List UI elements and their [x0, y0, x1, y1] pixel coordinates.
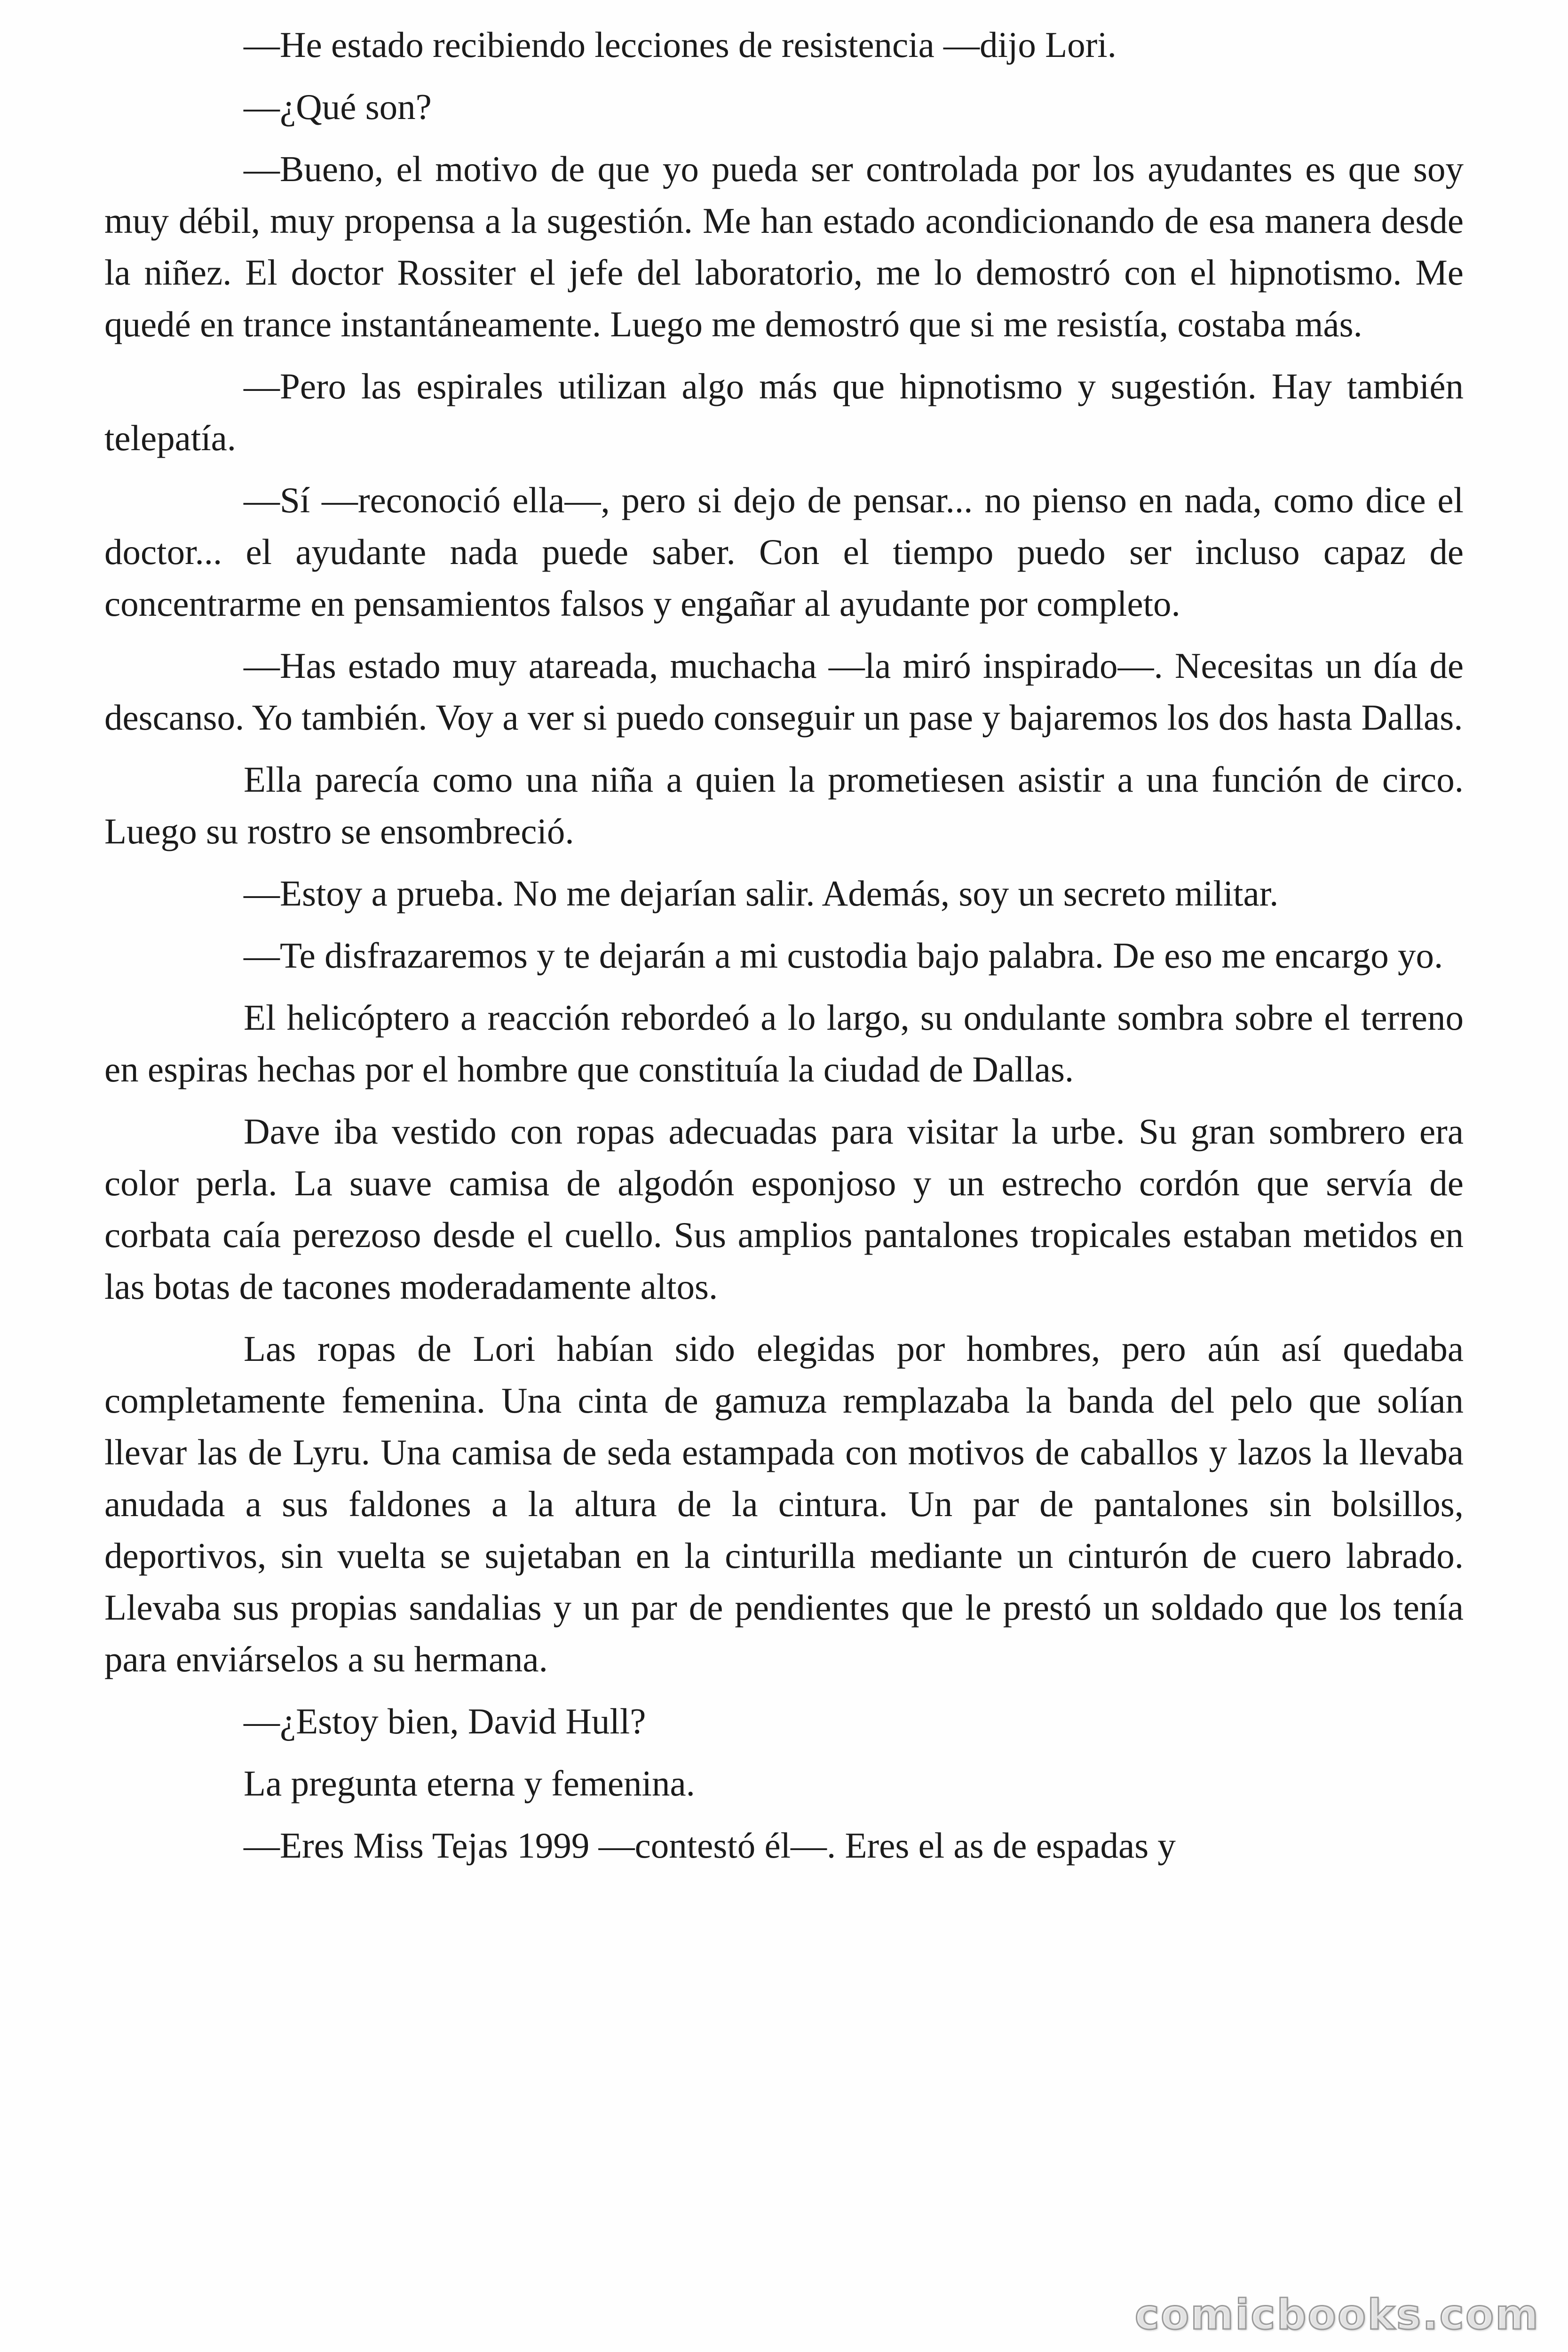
paragraph-3: —Bueno, el motivo de que yo pueda ser controlada por los ayudantes es que soy muy débil, muy propensa a la sugestión. Me han estado acondicionando de esa manera desde la niñez. El doctor Rossiter el jefe del laboratorio, me lo demostró con el hipnotismo. Me quedé en trance instantáneamente. Luego me demostró que si me resistía, costaba más. — [104, 149, 1464, 344]
paragraph-8: —Estoy a prueba. No me dejarían salir. Además, soy un secreto militar. — [244, 873, 1279, 914]
paragraph-7: Ella parecía como una niña a quien la prometiesen asistir a una función de circo. Luego su rostro se ensombreció. — [104, 759, 1464, 851]
paragraph-12: Las ropas de Lori habían sido elegidas por hombres, pero aún así quedaba completamente femenina. Una cinta de gamuza remplazaba la banda del pelo que solían llevar las de Lyru. Una camisa de seda estampada con motivos de caballos y lazos la llevaba anudada a sus faldones a la altura de la cintura. Un par de pantalones sin bolsillos, deportivos, sin vuelta se sujetaban en la cinturilla mediante un cinturón de cuero labrado. Llevaba sus propias sandalias y un par de pendientes que le prestó un soldado que los tenía para enviárselos a su hermana. — [104, 1328, 1464, 1679]
paragraph-4: —Pero las espirales utilizan algo más que hipnotismo y sugestión. Hay también telepatía. — [104, 366, 1464, 458]
paragraph-2: —¿Qué son? — [244, 87, 432, 127]
paragraph-5: —Sí —reconoció ella—, pero si dejo de pensar... no pienso en nada, como dice el doctor... el ayudante nada puede saber. Con el tiempo puedo ser incluso capaz de concentrarme en pensamientos falsos y engañar al ayudante por completo. — [104, 480, 1464, 624]
paragraph-1: —He estado recibiendo lecciones de resistencia —dijo Lori. — [244, 24, 1117, 65]
paragraph-14: La pregunta eterna y femenina. — [244, 1763, 695, 1804]
paragraph-11: Dave iba vestido con ropas adecuadas para visitar la urbe. Su gran sombrero era color perla. La suave camisa de algodón esponjoso y un estrecho cordón que servía de corbata caía perezoso desde el cuello. Sus amplios pantalones tropicales estaban metidos en las botas de tacones moderadamente altos. — [104, 1111, 1464, 1307]
paragraph-10: El helicóptero a reacción rebordeó a lo largo, su ondulante sombra sobre el terreno en espiras hechas por el hombre que constituía la ciudad de Dallas. — [104, 997, 1464, 1089]
paragraph-9: —Te disfrazaremos y te dejarán a mi custodia bajo palabra. De eso me encargo yo. — [244, 935, 1443, 976]
page-body-text — [104, 19, 1464, 1871]
paragraph-6: —Has estado muy atareada, muchacha —la miró inspirado—. Necesitas un día de descanso. Yo también. Voy a ver si puedo conseguir un pase y bajaremos los dos hasta Dallas. — [104, 645, 1464, 738]
site-watermark: comicbooks.com — [1134, 2290, 1540, 2339]
paragraph-13: —¿Estoy bien, David Hull? — [244, 1701, 646, 1741]
paragraph-15: —Eres Miss Tejas 1999 —contestó él—. Eres el as de espadas y — [244, 1825, 1176, 1866]
